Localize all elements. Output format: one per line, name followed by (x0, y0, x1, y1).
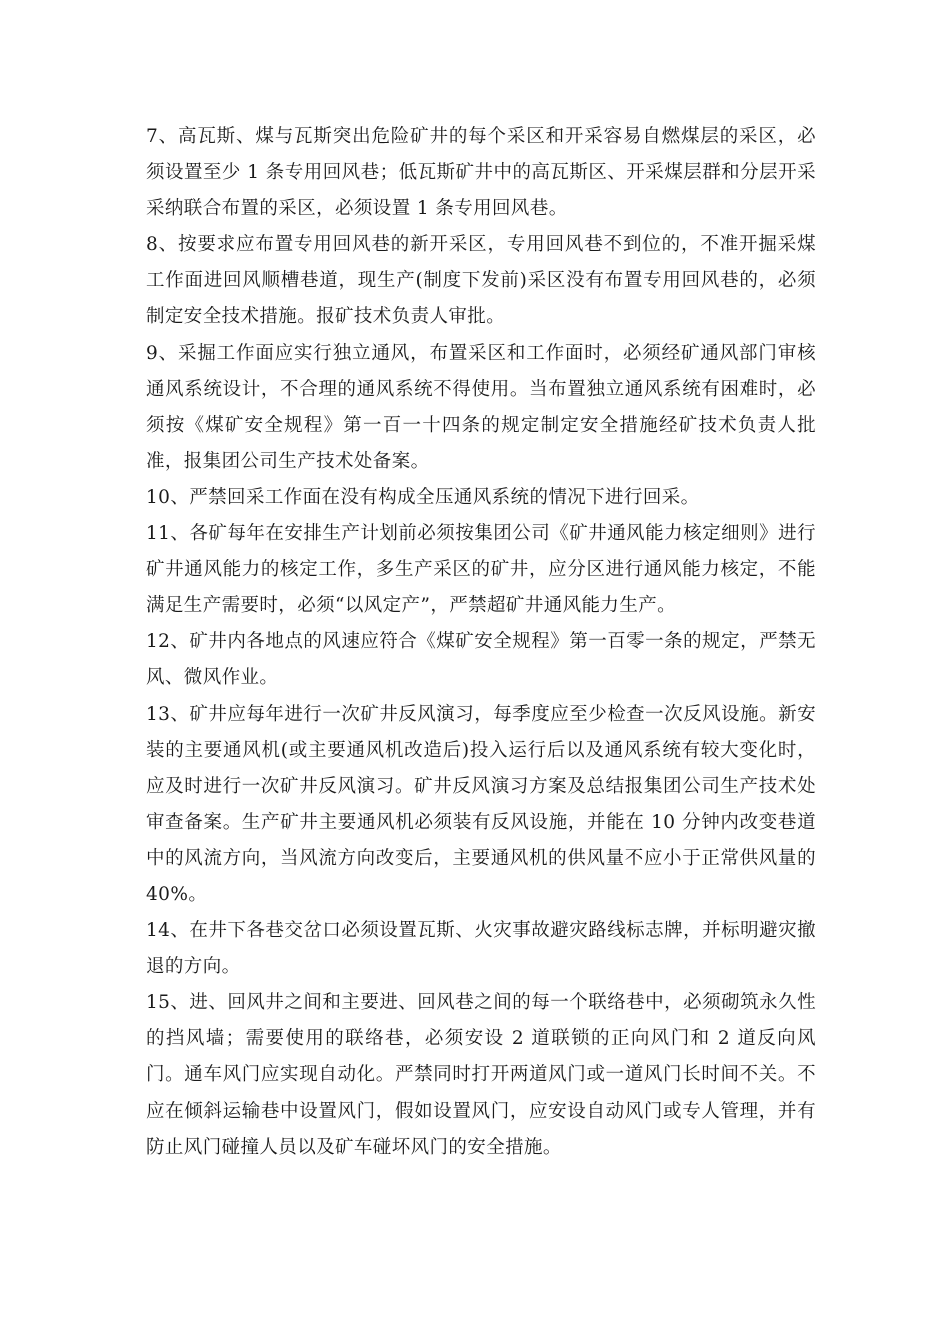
clause-15: 15、进、回风井之间和主要进、回风巷之间的每一个联络巷中，必须砌筑永久性的挡风墙；需要使用的联络巷，必须安设 2 道联锁的正向风门和 2 道反向风门。通车风门应实现自动化。严禁同时打开两道风门或一道风门长时间不关。不应在倾斜运输巷中设置风门，假如设置风门，应安设自动风门或专人管理，并有防止风门碰撞人员以及矿车碰坏风门的安全措施。 (146, 992, 816, 1158)
clause-13: 13、矿井应每年进行一次矿井反风演习，每季度应至少检查一次反风设施。新安装的主要通风机(或主要通风机改造后)投入运行后以及通风系统有较大变化时，应及时进行一次矿井反风演习。矿井反风演习方案及总结报集团公司生产技术处审查备案。生产矿井主要通风机必须装有反风设施，并能在 10 分钟内改变巷道中的风流方向，当风流方向改变后，主要通风机的供风量不应小于正常供风量的 40%。 (146, 703, 816, 905)
clause-7: 7、高瓦斯、煤与瓦斯突出危险矿井的每个采区和开采容易自燃煤层的采区，必须设置至少 1 条专用回风巷；低瓦斯矿井中的高瓦斯区、开采煤层群和分层开采采纳联合布置的采区，必须设置 1 条专用回风巷。 (146, 126, 816, 220)
clause-12: 12、矿井内各地点的风速应符合《煤矿安全规程》第一百零一条的规定，严禁无风、微风作业。 (146, 631, 816, 689)
clause-11: 11、各矿每年在安排生产计划前必须按集团公司《矿井通风能力核定细则》进行矿井通风能力的核定工作，多生产采区的矿井，应分区进行通风能力核定，不能满足生产需要时，必须“以风定产”，严禁超矿井通风能力生产。 (146, 523, 816, 617)
clause-14: 14、在井下各巷交岔口必须设置瓦斯、火灾事故避灾路线标志牌，并标明避灾撤退的方向。 (146, 920, 816, 978)
clause-8: 8、按要求应布置专用回风巷的新开采区，专用回风巷不到位的，不准开掘采煤工作面进回风顺槽巷道，现生产(制度下发前)采区没有布置专用回风巷的，必须制定安全技术措施。报矿技术负责人审批。 (146, 234, 816, 328)
clause-10: 10、严禁回采工作面在没有构成全压通风系统的情况下进行回采。 (146, 486, 700, 508)
clause-9: 9、采掘工作面应实行独立通风，布置采区和工作面时，必须经矿通风部门审核通风系统设计，不合理的通风系统不得使用。当布置独立通风系统有困难时，必须按《煤矿安全规程》第一百一十四条的规定制定安全措施经矿技术负责人批准，报集团公司生产技术处备案。 (146, 342, 816, 472)
document-body (146, 119, 816, 1166)
